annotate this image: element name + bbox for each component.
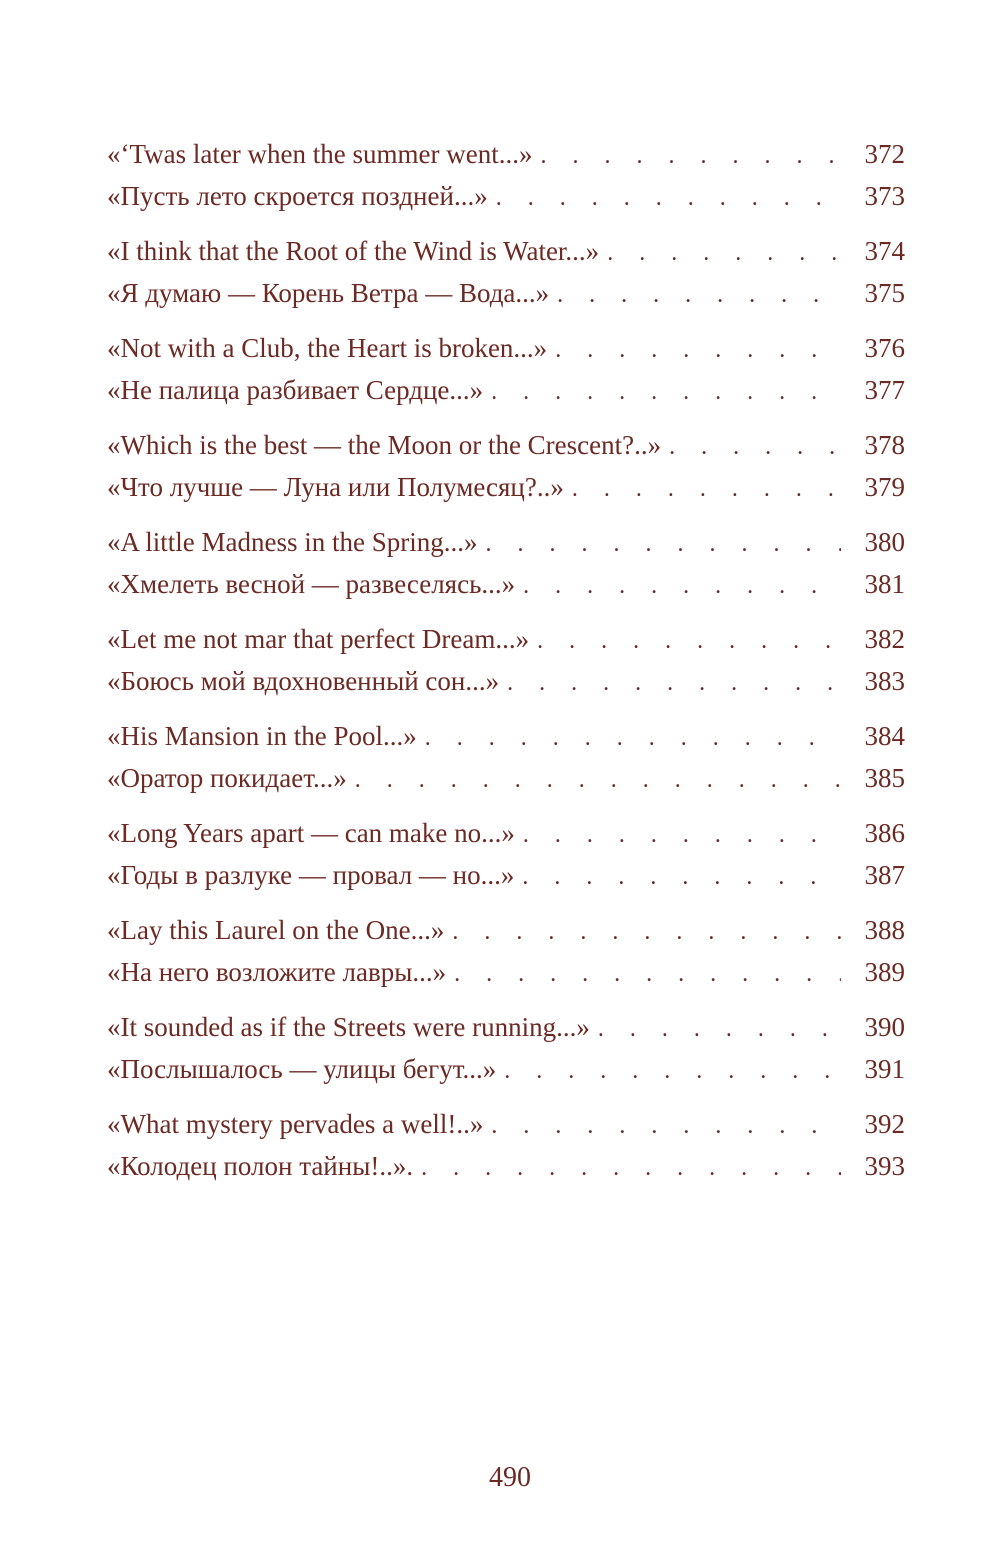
dot-leader: [421, 1147, 841, 1189]
dot-leader: [537, 620, 841, 662]
toc-group: [107, 909, 905, 993]
entry-title: «Не палица разбивает Сердце...»: [107, 375, 484, 405]
entry-title: «Что лучше — Луна или Полумесяц?..»: [107, 472, 564, 502]
entry-title: «What mystery pervades a well!..»: [107, 1109, 484, 1139]
dot-leader: [607, 232, 841, 274]
entry-page-number: 381: [864, 569, 905, 599]
entry-title: «Колодец полон тайны!..».: [107, 1151, 414, 1181]
dot-leader: [425, 717, 841, 759]
entry-page-number: 393: [864, 1151, 905, 1181]
entry-page-number: 374: [864, 236, 905, 266]
dot-leader: [555, 329, 841, 371]
entry-title: «‘Twas later when the summer went...»: [107, 139, 533, 169]
entry-title: «It sounded as if the Streets were running...»: [107, 1012, 590, 1042]
toc-group: [107, 715, 905, 799]
dot-leader: [507, 662, 841, 704]
toc-entry: [107, 563, 905, 605]
entry-page-number: 376: [864, 333, 905, 363]
entry-page-number: 377: [864, 375, 905, 405]
entry-title: «Послышалось — улицы бегут...»: [107, 1054, 497, 1084]
entry-page-number: 372: [864, 139, 905, 169]
toc-entry: [107, 369, 905, 411]
toc-entry: [107, 521, 905, 563]
toc-entry: [107, 1006, 905, 1048]
entry-title: «Годы в разлуке — провал — но...»: [107, 860, 515, 890]
dot-leader: [522, 856, 841, 898]
entry-page-number: 392: [864, 1109, 905, 1139]
page-number: 490: [489, 1462, 531, 1493]
toc-entry: [107, 424, 905, 466]
entry-title: «Я думаю — Корень Ветра — Вода...»: [107, 278, 550, 308]
toc-group: [107, 1006, 905, 1090]
dot-leader: [669, 426, 841, 468]
toc-entry: [107, 757, 905, 799]
toc-entry: [107, 909, 905, 951]
dot-leader: [454, 953, 841, 995]
toc-entry: [107, 951, 905, 993]
entry-page-number: 389: [864, 957, 905, 987]
entry-page-number: 382: [864, 624, 905, 654]
entry-title: «Хмелеть весной — развеселясь...»: [107, 569, 516, 599]
entry-title: «Not with a Club, the Heart is broken...»: [107, 333, 548, 363]
entry-page-number: 385: [864, 763, 905, 793]
entry-title: «Lay this Laurel on the One...»: [107, 915, 445, 945]
toc-group: [107, 424, 905, 508]
toc-group: [107, 327, 905, 411]
entry-page-number: 378: [864, 430, 905, 460]
dot-leader: [541, 135, 842, 177]
entry-title: «Which is the best — the Moon or the Crescent?..»: [107, 430, 662, 460]
dot-leader: [504, 1050, 841, 1092]
toc-entry: [107, 175, 905, 217]
toc-entry: [107, 230, 905, 272]
toc-entry: [107, 854, 905, 896]
entry-title: «A little Madness in the Spring...»: [107, 527, 478, 557]
toc-group: [107, 1103, 905, 1187]
toc-group: [107, 230, 905, 314]
entry-page-number: 391: [864, 1054, 905, 1084]
toc-entry: [107, 715, 905, 757]
toc-entry: [107, 133, 905, 175]
toc-entry: [107, 660, 905, 702]
dot-leader: [486, 523, 842, 565]
dot-leader: [523, 814, 841, 856]
toc-group: [107, 812, 905, 896]
table-of-contents: [107, 133, 905, 1200]
toc-entry: [107, 272, 905, 314]
entry-title: «I think that the Root of the Wind is Water...»: [107, 236, 600, 266]
toc-entry: [107, 1145, 905, 1187]
entry-page-number: 379: [864, 472, 905, 502]
dot-leader: [496, 177, 841, 219]
toc-entry: [107, 466, 905, 508]
entry-page-number: 373: [864, 181, 905, 211]
entry-title: «Let me not mar that perfect Dream...»: [107, 624, 530, 654]
entry-title: «Боюсь мой вдохновенный сон...»: [107, 666, 500, 696]
dot-leader: [452, 911, 841, 953]
toc-group: [107, 521, 905, 605]
toc-group: [107, 618, 905, 702]
entry-title: «На него возложите лавры...»: [107, 957, 447, 987]
entry-title: «His Mansion in the Pool...»: [107, 721, 417, 751]
dot-leader: [491, 371, 841, 413]
entry-page-number: 390: [864, 1012, 905, 1042]
toc-entry: [107, 1103, 905, 1145]
dot-leader: [572, 468, 841, 510]
entry-page-number: 375: [864, 278, 905, 308]
entry-page-number: 388: [864, 915, 905, 945]
toc-entry: [107, 1048, 905, 1090]
entry-page-number: 387: [864, 860, 905, 890]
entry-page-number: 384: [864, 721, 905, 751]
toc-entry: [107, 327, 905, 369]
dot-leader: [355, 759, 841, 801]
entry-page-number: 383: [864, 666, 905, 696]
entry-title: «Пусть лето скроется поздней...»: [107, 181, 488, 211]
toc-group: [107, 133, 905, 217]
entry-title: «Long Years apart — can make no...»: [107, 818, 515, 848]
entry-title: «Оратор покидает...»: [107, 763, 347, 793]
entry-page-number: 380: [864, 527, 905, 557]
dot-leader: [557, 274, 841, 316]
entry-page-number: 386: [864, 818, 905, 848]
dot-leader: [523, 565, 841, 607]
toc-entry: [107, 812, 905, 854]
toc-entry: [107, 618, 905, 660]
dot-leader: [598, 1008, 841, 1050]
dot-leader: [491, 1105, 841, 1147]
